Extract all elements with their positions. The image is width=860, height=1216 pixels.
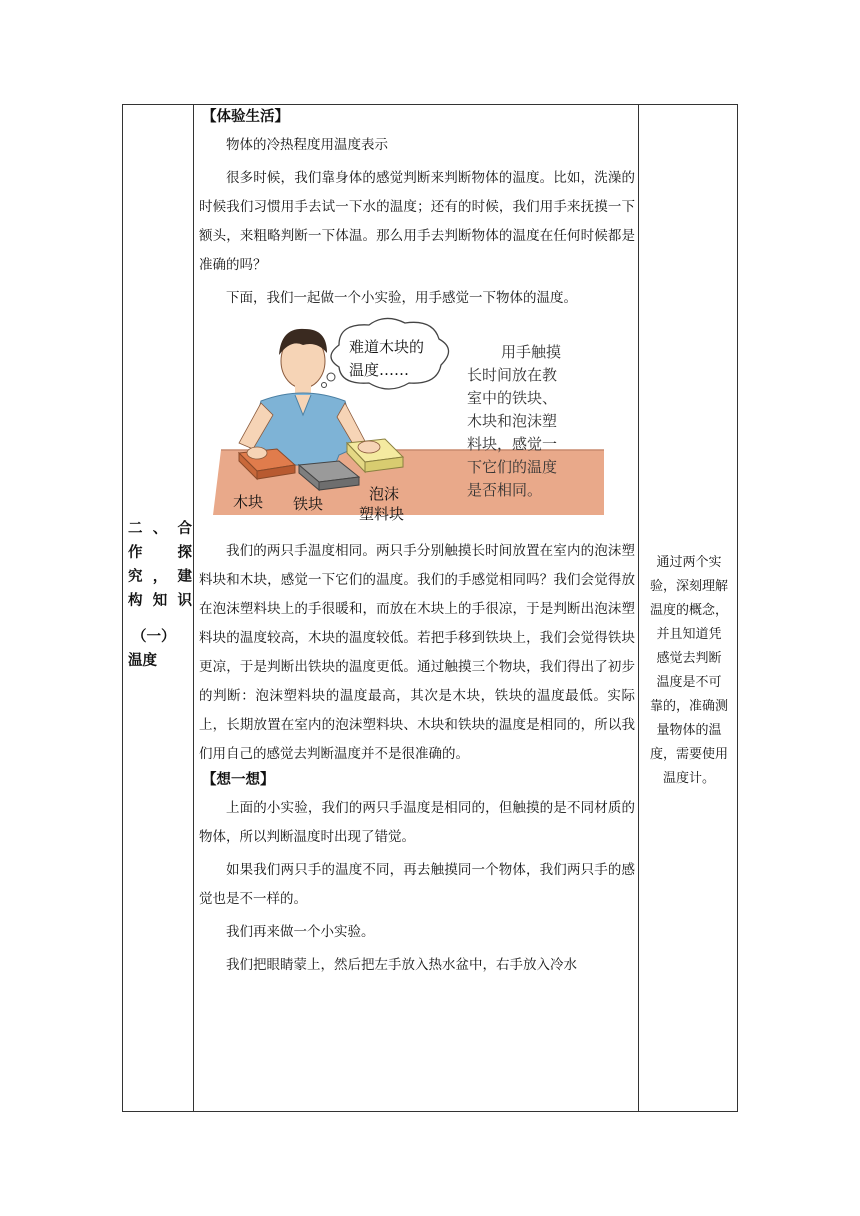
section-line: 究，建 [128, 569, 192, 585]
intent-line: 通过两个实 [656, 555, 722, 570]
section-label [128, 517, 192, 673]
intent-line: 温度的概念， [649, 603, 728, 618]
heading-experience: 【体验生活】 [202, 109, 289, 125]
paragraph: 我们把眼睛蒙上，然后把左手放入热水盆中，右手放入冷水 [226, 957, 577, 973]
teaching-intent [647, 551, 731, 791]
intent-line: 靠的，准确测 [649, 699, 728, 714]
label-foam: 泡沫 [369, 485, 400, 503]
paragraph: 如果我们两只手的温度不同，再去触摸同一个物体，我们两只手的感觉也是不一样的。 [199, 862, 635, 907]
intent-line: 验，深刻理解 [649, 579, 728, 594]
main-content [199, 105, 635, 980]
intent-line: 感觉去判断 [656, 651, 722, 666]
column-divider [638, 105, 639, 1111]
column-divider [193, 105, 194, 1111]
instruction-note: 下它们的温度 [467, 458, 558, 476]
paragraph: 上面的小实验，我们的两只手温度是相同的，但触摸的是不同材质的物体，所以判断温度时出现了错觉。 [199, 800, 635, 845]
lesson-table [122, 104, 738, 1112]
paragraph: 很多时候，我们靠身体的感觉判断来判断物体的温度。比如，洗澡的时候我们习惯用手去试一下水的温度；还有的时候，我们用手来抚摸一下额头，来粗略判断一下体温。那么用手去判断物体的温度在任何时候都是准确的吗？ [199, 170, 635, 273]
intro-line: 物体的冷热程度用温度表示 [226, 137, 388, 153]
instruction-note: 室中的铁块、 [467, 389, 558, 407]
experiment-illustration [199, 315, 635, 537]
section-line: 构知识 [128, 593, 192, 609]
paragraph: 我们的两只手温度相同。两只手分别触摸长时间放置在室内的泡沫塑料块和木块，感觉一下它们的温度。我们的手感觉相同吗？我们会觉得放在泡沫塑料块上的手很暖和，而放在木块上的手很凉，于是判断出泡沫塑料块的温度较高，木块的温度较低。若把手移到铁块上，我们会觉得铁块更凉，于是判断出铁块的温度更低。通过触摸三个物块，我们得出了初步的判断：泡沫塑料块的温度最高，其次是木块，铁块的温度最低。实际上，长期放置在室内的泡沫塑料块、木块和铁块的温度是相同的，所以我们用自己的感觉去判断温度并不是很准确的。 [199, 543, 635, 762]
bubble-text: 难道木块的 [349, 338, 425, 356]
subsection-title: 温度 [128, 653, 157, 669]
illustration-svg [199, 315, 635, 537]
heading-think: 【想一想】 [202, 772, 275, 788]
intent-line: 并且知道凭 [656, 627, 722, 642]
instruction-note: 是否相同。 [467, 481, 543, 499]
paragraph: 我们再来做一个小实验。 [226, 924, 375, 940]
label-wood: 木块 [233, 493, 264, 511]
subsection-number: （一） [132, 629, 176, 645]
section-line: 作 探 [128, 545, 192, 561]
section-line: 二、合 [128, 521, 192, 537]
instruction-note: 用手触摸 [501, 343, 562, 361]
instruction-note: 料块，感觉一 [467, 435, 558, 453]
label-iron: 铁块 [293, 495, 324, 513]
intent-line: 度，需要使用 [649, 747, 728, 762]
instruction-note: 长时间放在教 [467, 366, 558, 384]
paragraph: 下面，我们一起做一个小实验，用手感觉一下物体的温度。 [226, 290, 577, 306]
instruction-note: 木块和泡沫塑 [467, 412, 558, 430]
label-foam: 塑料块 [359, 505, 405, 523]
intent-line: 温度计。 [662, 771, 715, 786]
bubble-text: 温度…… [349, 361, 410, 379]
intent-line: 量物体的温 [656, 723, 722, 738]
intent-line: 温度是不可 [656, 675, 722, 690]
